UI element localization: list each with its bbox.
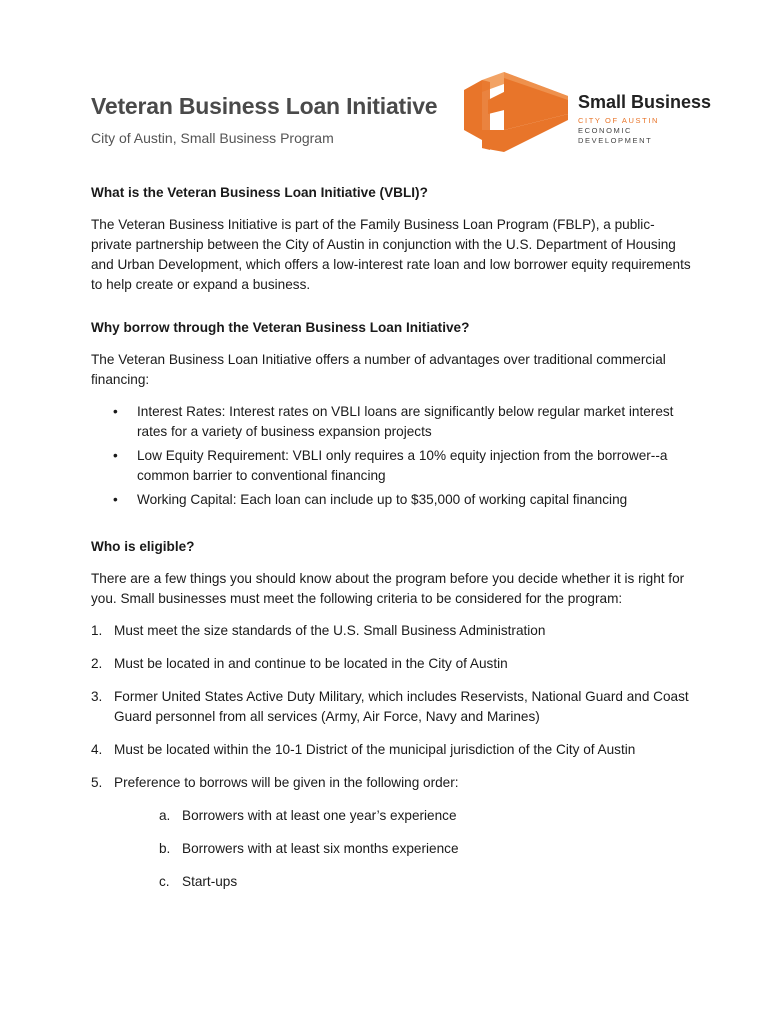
sublist-letter: c. [159, 874, 170, 889]
section-what [91, 183, 691, 295]
list-item [91, 446, 691, 486]
sublist-letter: a. [159, 808, 171, 823]
section-eligible [91, 537, 691, 892]
sublist-item-text: Start-ups [182, 874, 238, 889]
list-number: 3. [91, 689, 103, 704]
list-item [91, 402, 691, 442]
criteria-list [91, 621, 691, 892]
list-item-text: Former United States Active Duty Military, which includes Reservists, National Guard and Coast Guard personnel from all services (Army, Air Force, Navy and Marines) [114, 689, 689, 724]
small-business-logo-mark-icon [460, 70, 575, 155]
list-number: 5. [91, 775, 103, 790]
list-number: 1. [91, 623, 103, 638]
sublist-item [114, 872, 691, 892]
list-item [91, 654, 691, 674]
list-item-text: Must meet the size standards of the U.S. Small Business Administration [114, 623, 546, 638]
bullet-icon: • [113, 448, 118, 463]
bullet-icon: • [113, 492, 118, 507]
list-item-text: Low Equity Requirement: VBLI only requires a 10% equity injection from the borrower--a common barrier to conventional financing [137, 448, 668, 483]
section-paragraph: There are a few things you should know about the program before you decide whether it is right for you. Small businesses must meet the following criteria to be considered for the program: [91, 571, 685, 606]
list-item [91, 687, 691, 727]
list-item-text: Interest Rates: Interest rates on VBLI loans are significantly below regular market interest rates for a variety of business expansion projects [137, 404, 674, 439]
section-paragraph: The Veteran Business Loan Initiative offers a number of advantages over traditional commercial financing: [91, 352, 666, 387]
list-item [91, 490, 691, 510]
document-subtitle: City of Austin, Small Business Program [91, 130, 334, 146]
preference-sublist [114, 806, 691, 892]
logo-name: Small Business [578, 92, 712, 112]
logo-line-development: DEVELOPMENT [578, 136, 653, 145]
section-paragraph: The Veteran Business Initiative is part of the Family Business Loan Program (FBLP), a public-private partnership between the City of Austin in conjunction with the U.S. Department of Housing and Urban Development, which offers a low-interest rate loan and low borrower equity requirements to help create or expand a business. [91, 217, 691, 292]
advantages-list [91, 402, 691, 510]
list-item [91, 740, 691, 760]
sublist-item [114, 839, 691, 859]
logo-line-economic: ECONOMIC [578, 126, 633, 135]
list-number: 4. [91, 742, 103, 757]
section-heading: Who is eligible? [91, 539, 195, 554]
list-item-text: Working Capital: Each loan can include up to $35,000 of working capital financing [137, 492, 628, 507]
document-body [91, 183, 691, 905]
list-item-text: Preference to borrows will be given in the following order: [114, 775, 459, 790]
sublist-letter: b. [159, 841, 171, 856]
small-business-logo [460, 70, 720, 155]
list-number: 2. [91, 656, 103, 671]
section-heading: What is the Veteran Business Loan Initiative (VBLI)? [91, 185, 428, 200]
list-item-text: Must be located in and continue to be located in the City of Austin [114, 656, 508, 671]
sublist-item-text: Borrowers with at least six months experience [182, 841, 459, 856]
sublist-item-text: Borrowers with at least one year’s experience [182, 808, 457, 823]
list-item [91, 773, 691, 892]
logo-line-city: CITY OF AUSTIN [578, 116, 660, 125]
bullet-icon: • [113, 404, 118, 419]
document-title: Veteran Business Loan Initiative [91, 93, 438, 119]
section-why [91, 318, 691, 510]
sublist-item [114, 806, 691, 826]
section-heading: Why borrow through the Veteran Business Loan Initiative? [91, 320, 470, 335]
list-item [91, 621, 691, 641]
list-item-text: Must be located within the 10-1 District of the municipal jurisdiction of the City of Austin [114, 742, 636, 757]
